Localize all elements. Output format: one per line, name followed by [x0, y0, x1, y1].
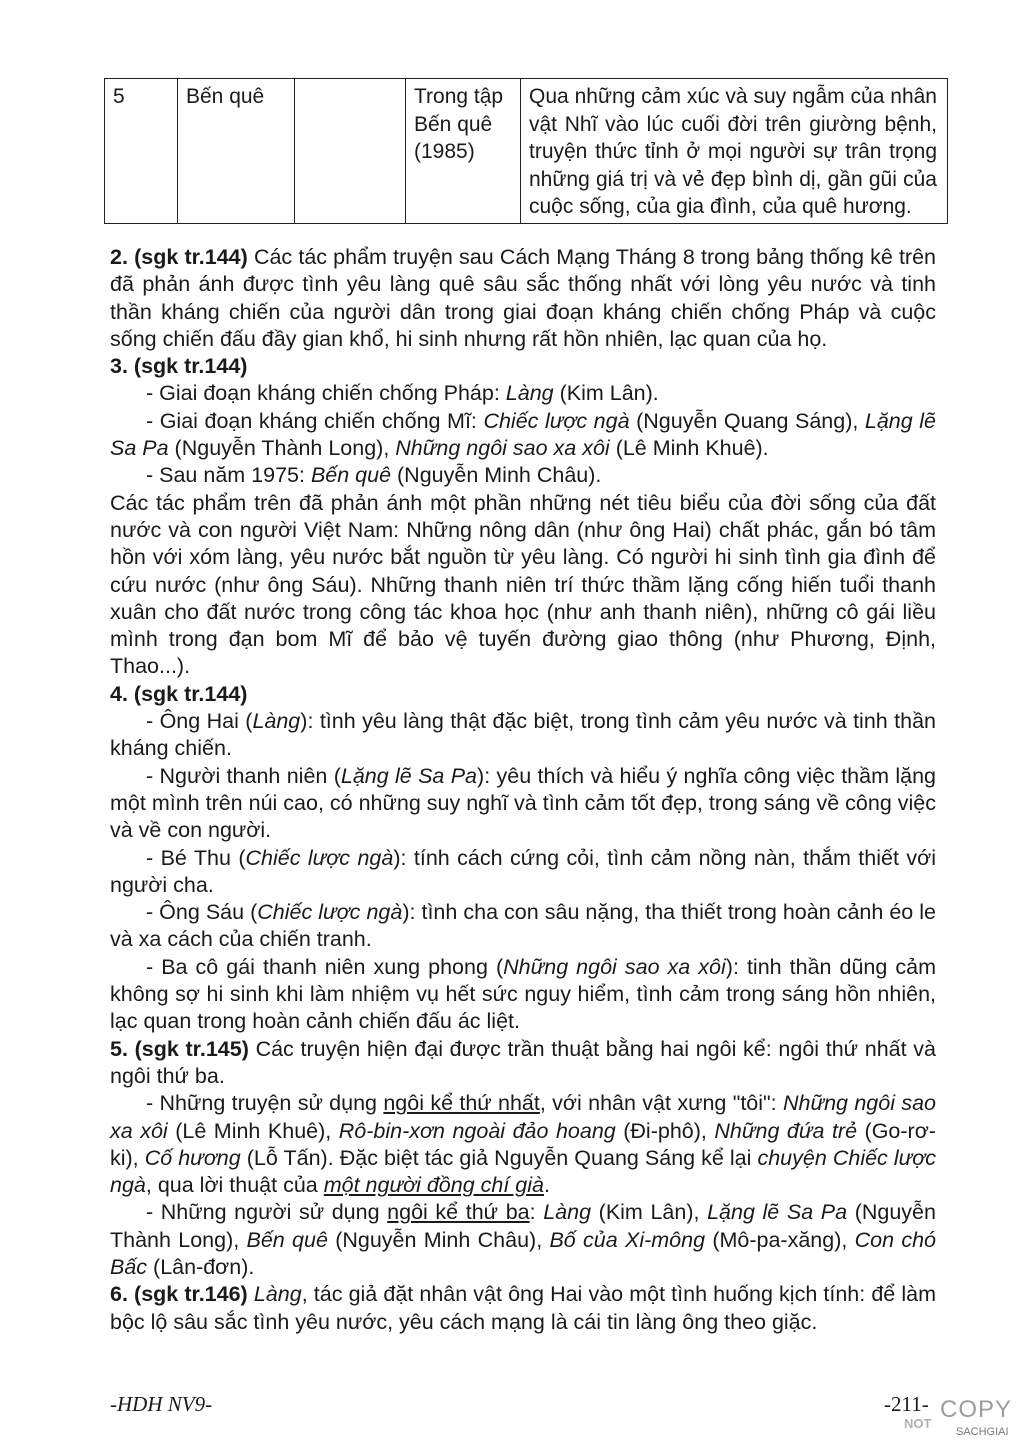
q5-b11: (Mô-pa-xăng),	[705, 1227, 855, 1252]
q5-b5: (Kim Lân),	[591, 1200, 708, 1225]
q5-b6-title: Lặng lẽ Sa Pa	[707, 1200, 848, 1225]
question-2	[110, 244, 936, 353]
q4-i1-c: ): tình yêu làng thật đặc biệt, trong tình cảm yêu nước và tinh thần kháng chiến.	[110, 709, 936, 761]
page-number: -211-	[884, 1392, 929, 1416]
q3-l1-author: (Kim Lân).	[553, 381, 659, 406]
page-content	[110, 244, 936, 1336]
q4-i4-title: Chiếc lược ngà	[257, 900, 403, 925]
q5-a6-title: Rô-bin-xơn ngoài đảo hoang	[338, 1118, 616, 1143]
q5-b2-underlined: ngôi kể thứ ba	[387, 1200, 530, 1225]
q5-a11: (Lỗ Tấn). Đặc biệt tác giả Nguyễn Quang Sáng kể lại	[240, 1145, 758, 1170]
q5-b4-title: Làng	[543, 1200, 592, 1225]
q4-item-ba-co-gai	[110, 954, 936, 1036]
q5-b13: (Lân-đơn).	[147, 1254, 255, 1279]
q4-item-be-thu	[110, 845, 936, 900]
q5-a13: , qua lời thuật của	[145, 1173, 324, 1198]
q3-l2-title1: Chiếc lược ngà	[483, 408, 630, 433]
q4-item-ong-sau	[110, 899, 936, 954]
q3-l3-title: Bến quê	[310, 463, 392, 488]
q5-a8-title: Những đứa trẻ	[714, 1118, 858, 1143]
q4-i3-c: ): tính cách cứng cỏi, tình cảm nồng nàn, thắm thiết với người cha.	[110, 845, 936, 897]
q5-third-person	[110, 1199, 936, 1281]
q5-b10-title: Bố của Xi-mông	[549, 1227, 706, 1252]
cell-summary: Qua những cảm xúc và suy ngẫm của nhân vật Nhĩ vào lúc cuối đời trên giường bệnh, truyện thức tỉnh ở mọi người sự trân trọng những giá trị và vẻ đẹp bình dị, gần gũi của cuộc sống, của gia đình, của quê hương.	[521, 79, 948, 224]
q5-a15: .	[543, 1173, 550, 1198]
q3-period-after-1975	[110, 462, 936, 489]
q5-b1: - Những người sử dụng	[146, 1200, 388, 1225]
q5-b3: :	[529, 1200, 544, 1225]
question-4-heading: 4. (sgk tr.144)	[110, 681, 248, 706]
q5-first-person	[110, 1090, 936, 1199]
cell-source: Trong tập Bến quê (1985)	[406, 79, 521, 224]
q4-i1-a: - Ông Hai (	[146, 709, 253, 734]
q6-text: , tác giả đặt nhân vật ông Hai vào một tình huống kịch tính: để làm bộc lộ sâu sắc tình yêu nước, yêu cách mạng là cái tin làng ông theo giặc.	[110, 1282, 937, 1334]
cell-title: Bến quê	[178, 79, 295, 224]
question-3-heading: 3. (sgk tr.144)	[110, 354, 248, 379]
question-2-heading: 2. (sgk tr.144)	[110, 245, 248, 269]
q5-b8-title: Bến quê	[246, 1227, 328, 1252]
q3-l2-title3: Những ngôi sao xa xôi	[395, 436, 610, 461]
q5-a2-underlined: ngôi kể thứ nhất	[383, 1091, 540, 1116]
q5-a10-title: Cố hương	[144, 1145, 241, 1170]
q3-l1-title: Làng	[505, 381, 554, 406]
q3-l2-author1: (Nguyễn Quang Sáng),	[629, 408, 865, 433]
q4-i5-title: Những ngôi sao xa xôi	[503, 954, 726, 979]
q5-a14-underlined: một người đồng chí già	[323, 1173, 544, 1198]
q4-i4-a: - Ông Sáu (	[146, 900, 258, 925]
q3-l2-title2: Lặng lẽ Sa Pa	[110, 408, 936, 461]
q5-a5: (Lê Minh Khuê),	[167, 1118, 339, 1143]
q4-item-ong-hai	[110, 708, 936, 763]
q4-i4-c: ): tình cha con sâu nặng, tha thiết trong hoàn cảnh éo le và xa cách của chiến tranh.	[110, 900, 937, 952]
q3-l2-text: - Giai đoạn kháng chiến chống Mĩ:	[146, 408, 484, 433]
watermark-not-text: NOT	[904, 1416, 932, 1431]
q4-i3-a: - Bé Thu (	[146, 845, 246, 870]
q5-a4-title: Những ngôi sao xa xôi	[110, 1091, 936, 1143]
q5-a12-title: chuyện Chiếc lược ngà	[110, 1145, 936, 1198]
watermark-sachgiai-text: SACHGIAI	[956, 1426, 1009, 1438]
q3-l2-author3: (Lê Minh Khuê).	[609, 436, 769, 461]
q4-i5-a: - Ba cô gái thanh niên xung phong (	[146, 954, 504, 979]
cell-author	[295, 79, 406, 224]
q5-a9: (Go-rơ-ki),	[110, 1118, 936, 1170]
q5-a7: (Đi-phô),	[615, 1118, 715, 1143]
q4-i3-title: Chiếc lược ngà	[245, 845, 394, 870]
q4-i5-c: ): tinh thần dũng cảm không sợ hi sinh khi làm nhiệm vụ hết sức nguy hiểm, tình cảm trong sáng hồn nhiên, lạc quan trong hoàn cảnh chiến đấu ác liệt.	[110, 954, 936, 1034]
q4-item-thanh-nien	[110, 763, 936, 845]
question-5-text: Các truyện hiện đại được trần thuật bằng hai ngôi kể: ngôi thứ nhất và ngôi thứ ba.	[110, 1036, 936, 1088]
q3-l3-text: - Sau năm 1975:	[146, 463, 311, 488]
q4-i2-a: - Người thanh niên (	[146, 763, 341, 788]
q4-i1-title: Làng	[252, 709, 301, 734]
q5-b7: (Nguyễn Thành Long),	[110, 1200, 936, 1252]
watermark-copy-text: COPY	[940, 1396, 1013, 1423]
q4-i2-c: ): yêu thích và hiểu ý nghĩa công việc thầm lặng một mình trên núi cao, có những suy nghĩ và tình cảm tốt đẹp, trong sáng về công việc và về con người.	[110, 763, 936, 843]
q6-title: Làng	[253, 1282, 302, 1307]
question-6	[110, 1281, 936, 1336]
question-6-heading: 6. (sgk tr.146)	[110, 1282, 248, 1307]
q3-l1-text: - Giai đoạn kháng chiến chống Pháp:	[146, 381, 506, 406]
q5-b12-title: Con chó Bấc	[110, 1227, 937, 1279]
question-5	[110, 1036, 936, 1091]
q4-i2-title: Lặng lẽ Sa Pa	[340, 763, 478, 788]
q3-l2-author2: (Nguyễn Thành Long),	[168, 436, 396, 461]
q3-period-french	[110, 380, 936, 407]
q3-l3-author: (Nguyễn Minh Châu).	[391, 463, 602, 488]
cell-number: 5	[105, 79, 178, 224]
table-row	[105, 79, 948, 224]
q3-paragraph: Các tác phẩm trên đã phản ánh một phần những nét tiêu biểu của đời sống của đất nước và con người Việt Nam: Những nông dân (như ông Hai) chất phác, gắn bó tâm hồn với xóm làng, yêu nước bắt nguồn từ yêu làng. Có người hi sinh tình gia đình để cứu nước (như ông Sáu). Những thanh niên trí thức thầm lặng cống hiến tuổi thanh xuân cho đất nước trong công tác khoa học (như anh thanh niên), những cô gái liều mình trong đạn bom Mĩ để bảo vệ tuyến đường giao thông (như Phương, Định, Thao...).	[110, 490, 936, 679]
question-2-text: Các tác phẩm truyện sau Cách Mạng Tháng 8 trong bảng thống kê trên đã phản ánh được tình yêu làng quê sâu sắc thống nhất với lòng yêu nước và tinh thần kháng chiến của người dân trong giai đoạn kháng chiến chống Pháp và cuộc sống chiến đấu đầy gian khổ, hi sinh nhưng rất hồn nhiên, lạc quan của họ.	[110, 245, 936, 351]
question-5-heading: 5. (sgk tr.145)	[110, 1036, 249, 1061]
q3-period-american	[110, 408, 936, 463]
footer-book-label: -HDH NV9-	[110, 1392, 213, 1416]
q5-a1: - Những truyện sử dụng	[146, 1091, 384, 1116]
q5-b9: (Nguyễn Minh Châu),	[327, 1227, 550, 1252]
works-table	[104, 78, 948, 224]
notcopy-watermark-logo	[902, 1396, 1014, 1444]
q5-a3: , với nhân vật xưng "tôi":	[539, 1091, 783, 1116]
